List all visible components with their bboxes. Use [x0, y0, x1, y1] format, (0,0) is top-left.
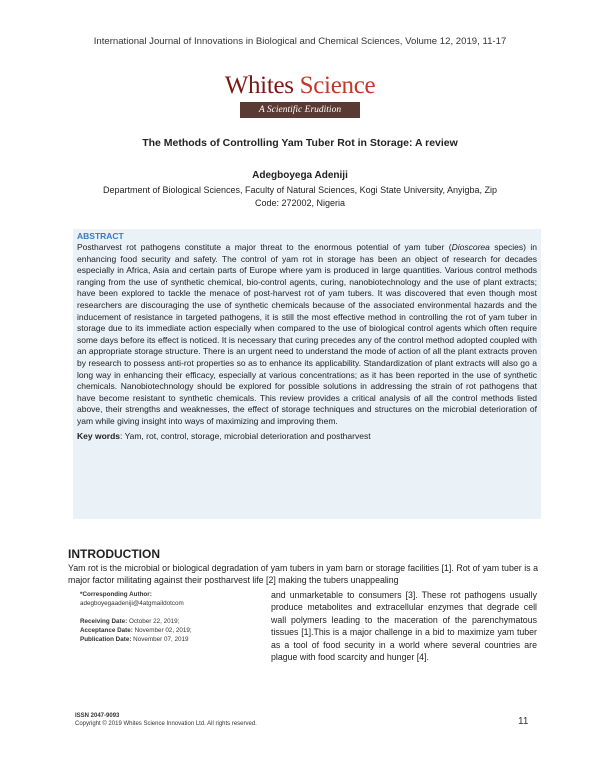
page-footer — [75, 712, 257, 728]
keywords-list: : Yam, rot, control, storage, microbial deterioration and postharvest — [120, 430, 371, 441]
keywords — [77, 430, 537, 442]
author-affiliation: Department of Biological Sciences, Faculty of Natural Sciences, Kogi State University, Anyigba, Zip Code: 272002, Nigeria — [102, 185, 498, 208]
logo-tagline: A Scientific Erudition — [240, 102, 360, 118]
introduction-heading: INTRODUCTION — [68, 547, 160, 561]
author-name: Adegboyega Adeniji — [252, 170, 348, 181]
page-number: 11 — [518, 716, 529, 727]
corresponding-author-email: adegboyegaadeniji@4atgmaildotcom — [80, 600, 184, 607]
species-name: Dioscorea — [451, 242, 490, 252]
published-date: Publication Date: November 07, 2019 — [80, 636, 189, 643]
journal-header: International Journal of Innovations in Biological and Chemical Sciences, Volume 12, 2019, 11-17 — [93, 36, 507, 47]
accepted-date: Acceptance Date: November 02, 2019; — [80, 627, 192, 634]
abstract-text: Postharvest rot pathogens constitute a major threat to the enormous potential of yam tuber (Dioscorea species) in enhancing food security and safety. The control of yam rot in storage has been an object of research for decades especially in Africa, Asia and certain parts of Europe where yam is produced in large quantities. Various control methods ranging from the use of synthetic chemical, bio-control agents, curing, nanobiotechnology and the use of plant extracts; have been explored to tackle the menace of post-harvest rot of yam tubers. It was discovered that even though most researchers are discouraging the use of synthetic chemicals because of the associated environmental hazards and the inducement of resistance in targeted pathogens, it is still the most effective method in controlling the rot of yam tuber in storage due to its immediate action especially when compared to the use of biological control agents which often require some days before its effect is noticed. It is necessary that curing precedes any of the control method adopted coupled with an appropriate storage structure. There is an urgent need to understand the mode of action of all the plant extracts proven by research to possess anti-rot properties so as to enhance its applicability. Standardization of plant extracts will also go a long way in enhancing their efficacy, especially at various concentrations; as it has been reported in the use of synthetic chemicals. Nanobiotechnology should be explored for possible solutions in addressing the strain of rot pathogens that have become resistant to synthetic chemicals. This review provides a critical analysis of all the control methods listed above, their strengths and weaknesses, the effect of storage techniques and structures on the microbial deterioration of yam while giving insight into ways of maximizing and improving them. — [77, 242, 537, 426]
corresponding-author-label: *Corresponding Author: — [80, 591, 152, 598]
correspondence-box — [80, 590, 260, 644]
publisher-logo — [0, 73, 600, 118]
abstract-heading: ABSTRACT — [77, 231, 124, 241]
introduction-paragraph-column: and unmarketable to consumers [3]. These rot pathogens usually produce metabolites and extracellular enzymes that degrade cell wall polymers leading to the maceration of the parenchymatous tissues [1].This is a major challenge in a bid to maximize yam tuber as a tool of food security in a world where several countries are plague with food scarcity and hunger [4]. — [271, 590, 537, 663]
logo-word-whites: Whites — [224, 72, 294, 99]
abstract-box — [73, 229, 541, 519]
copyright-notice: Copyright © 2019 Whites Science Innovation Ltd. All rights reserved. — [75, 721, 257, 727]
introduction-paragraph-start: Yam rot is the microbial or biological degradation of yam tubers in yam barn or storage facilities [1]. Rot of yam tuber is a major factor militating against their postharvest life [2] making the tubers unappealing — [68, 563, 538, 586]
received-date: Receiving Date: October 22, 2019; — [80, 618, 180, 625]
logo-word-science: Science — [299, 72, 376, 99]
keywords-label: Key words — [77, 430, 120, 441]
paper-title: The Methods of Controlling Yam Tuber Rot in Storage: A review — [142, 137, 458, 149]
issn: ISSN 2047-9093 — [75, 713, 120, 719]
